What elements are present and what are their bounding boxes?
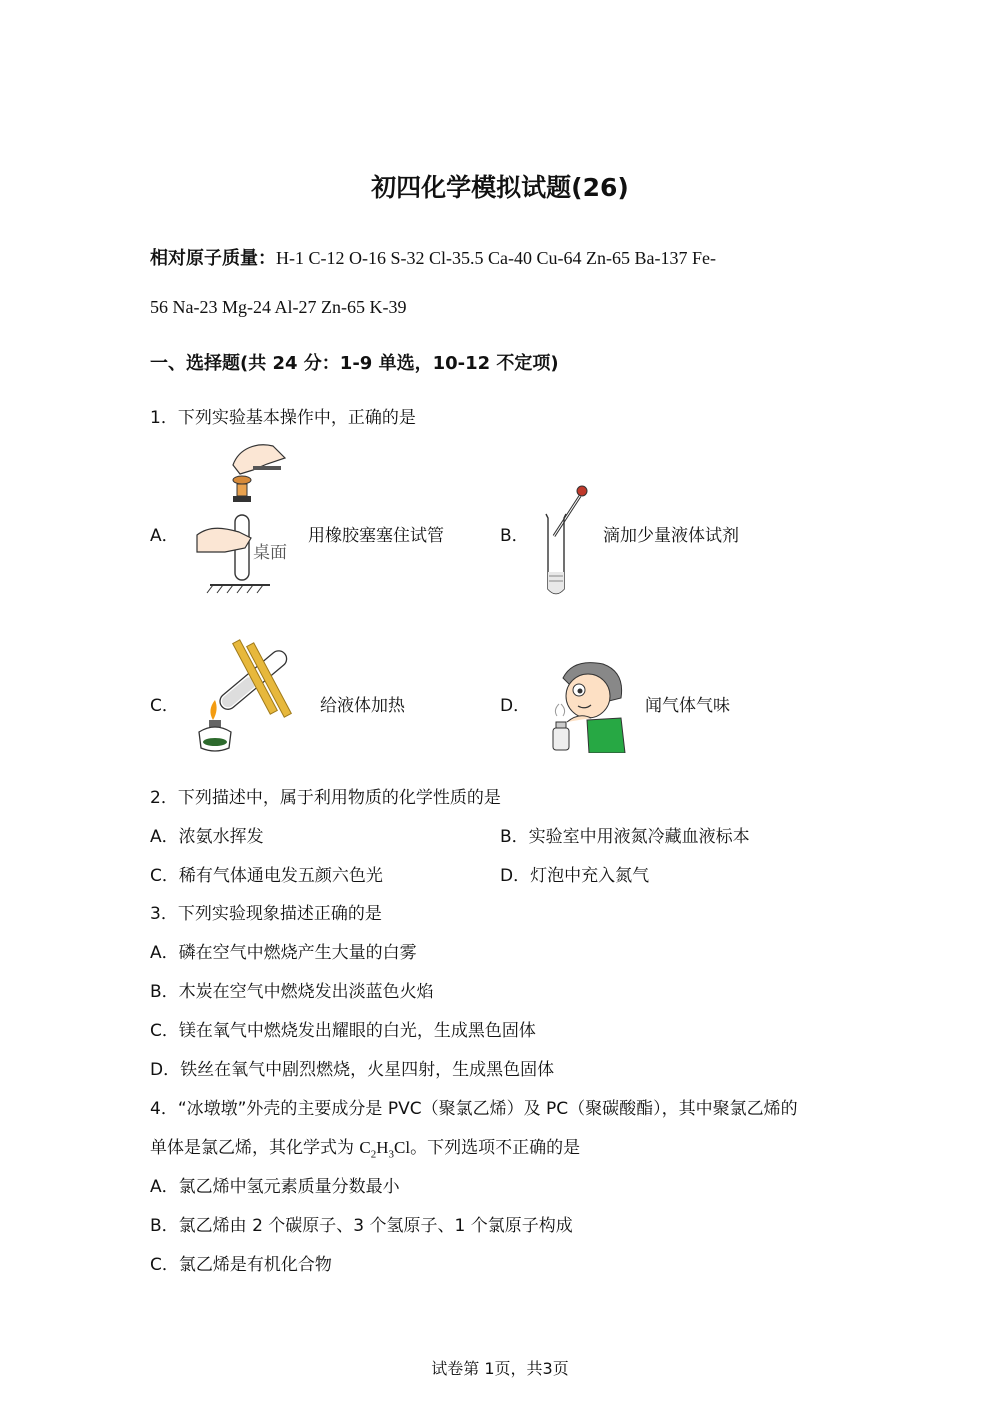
stopper-test-tube-image: [195, 440, 295, 595]
q1-option-c-letter: C．: [150, 696, 179, 716]
q1-stem: 1．下列实验基本操作中，正确的是: [150, 408, 416, 428]
formula-sub-3: 3: [388, 1148, 395, 1161]
q2-option-c: C．稀有气体通电发五颜六色光: [150, 866, 383, 886]
atomic-mass-values-1: H-1 C-12 O-16 S-32 Cl-35.5 Ca-40 Cu-64 Zn-65 Ba-137 Fe-: [276, 248, 716, 268]
q2-stem: 2．下列描述中，属于利用物质的化学性质的是: [150, 788, 501, 808]
q1-option-c-text: 给液体加热: [320, 696, 405, 716]
q1-option-a-text: 用橡胶塞塞住试管: [308, 526, 444, 546]
q4-stem-pre: 单体是氯乙烯，其化学式为: [150, 1138, 360, 1158]
q1-option-d-text: 闻气体气味: [645, 696, 730, 716]
formula-c: C: [359, 1138, 371, 1157]
q4-stem-line-1: 4．“冰墩墩”外壳的主要成分是 PVC（聚氯乙烯）及 PC（聚碳酸酯），其中聚氯乙烯的: [150, 1099, 798, 1119]
formula-cl: Cl: [394, 1138, 411, 1157]
formula-sub-2: 2: [370, 1148, 377, 1161]
heating-liquid-image: [193, 632, 308, 757]
desk-label: 桌面: [253, 543, 287, 563]
smelling-gas-image: [543, 658, 628, 753]
q2-option-a: A．浓氨水挥发: [150, 827, 264, 847]
atomic-mass-line-2: 56 Na-23 Mg-24 Al-27 Zn-65 K-39: [150, 297, 407, 317]
q3-option-c: C．镁在氧气中燃烧发出耀眼的白光，生成黑色固体: [150, 1021, 536, 1041]
page-footer: 试卷第 1页，共3页: [431, 1359, 569, 1378]
page-title: 初四化学模拟试题(26): [371, 173, 629, 202]
q4-option-b: B．氯乙烯由 2 个碳原子、3 个氢原子、1 个氯原子构成: [150, 1216, 573, 1236]
q4-stem-post: 。下列选项不正确的是: [410, 1138, 581, 1158]
dropper-test-tube-image: [540, 484, 590, 599]
atomic-mass-label: 相对原子质量：: [150, 248, 276, 269]
q3-option-a: A．磷在空气中燃烧产生大量的白雾: [150, 943, 417, 963]
q1-option-a-letter: A．: [150, 526, 179, 546]
q4-option-c: C．氯乙烯是有机化合物: [150, 1255, 332, 1275]
formula-h: H: [376, 1138, 389, 1157]
q1-option-b-letter: B．: [500, 526, 529, 546]
section-heading: 一、选择题(共 24 分：1-9 单选，10-12 不定项): [150, 353, 559, 374]
q3-option-b: B．木炭在空气中燃烧发出淡蓝色火焰: [150, 982, 434, 1002]
q3-stem: 3．下列实验现象描述正确的是: [150, 904, 382, 924]
q2-option-d: D．灯泡中充入氮气: [500, 866, 650, 886]
q1-option-d-letter: D．: [500, 696, 531, 716]
q1-option-b-text: 滴加少量液体试剂: [603, 526, 739, 546]
q4-option-a: A．氯乙烯中氢元素质量分数最小: [150, 1177, 400, 1197]
q2-option-b: B．实验室中用液氮冷藏血液标本: [500, 827, 750, 847]
chemical-formula: [359, 1138, 411, 1161]
q4-stem-line-2: [150, 1133, 580, 1160]
q3-option-d: D．铁丝在氧气中剧烈燃烧，火星四射，生成黑色固体: [150, 1060, 555, 1080]
atomic-mass-line-1: [150, 244, 716, 270]
